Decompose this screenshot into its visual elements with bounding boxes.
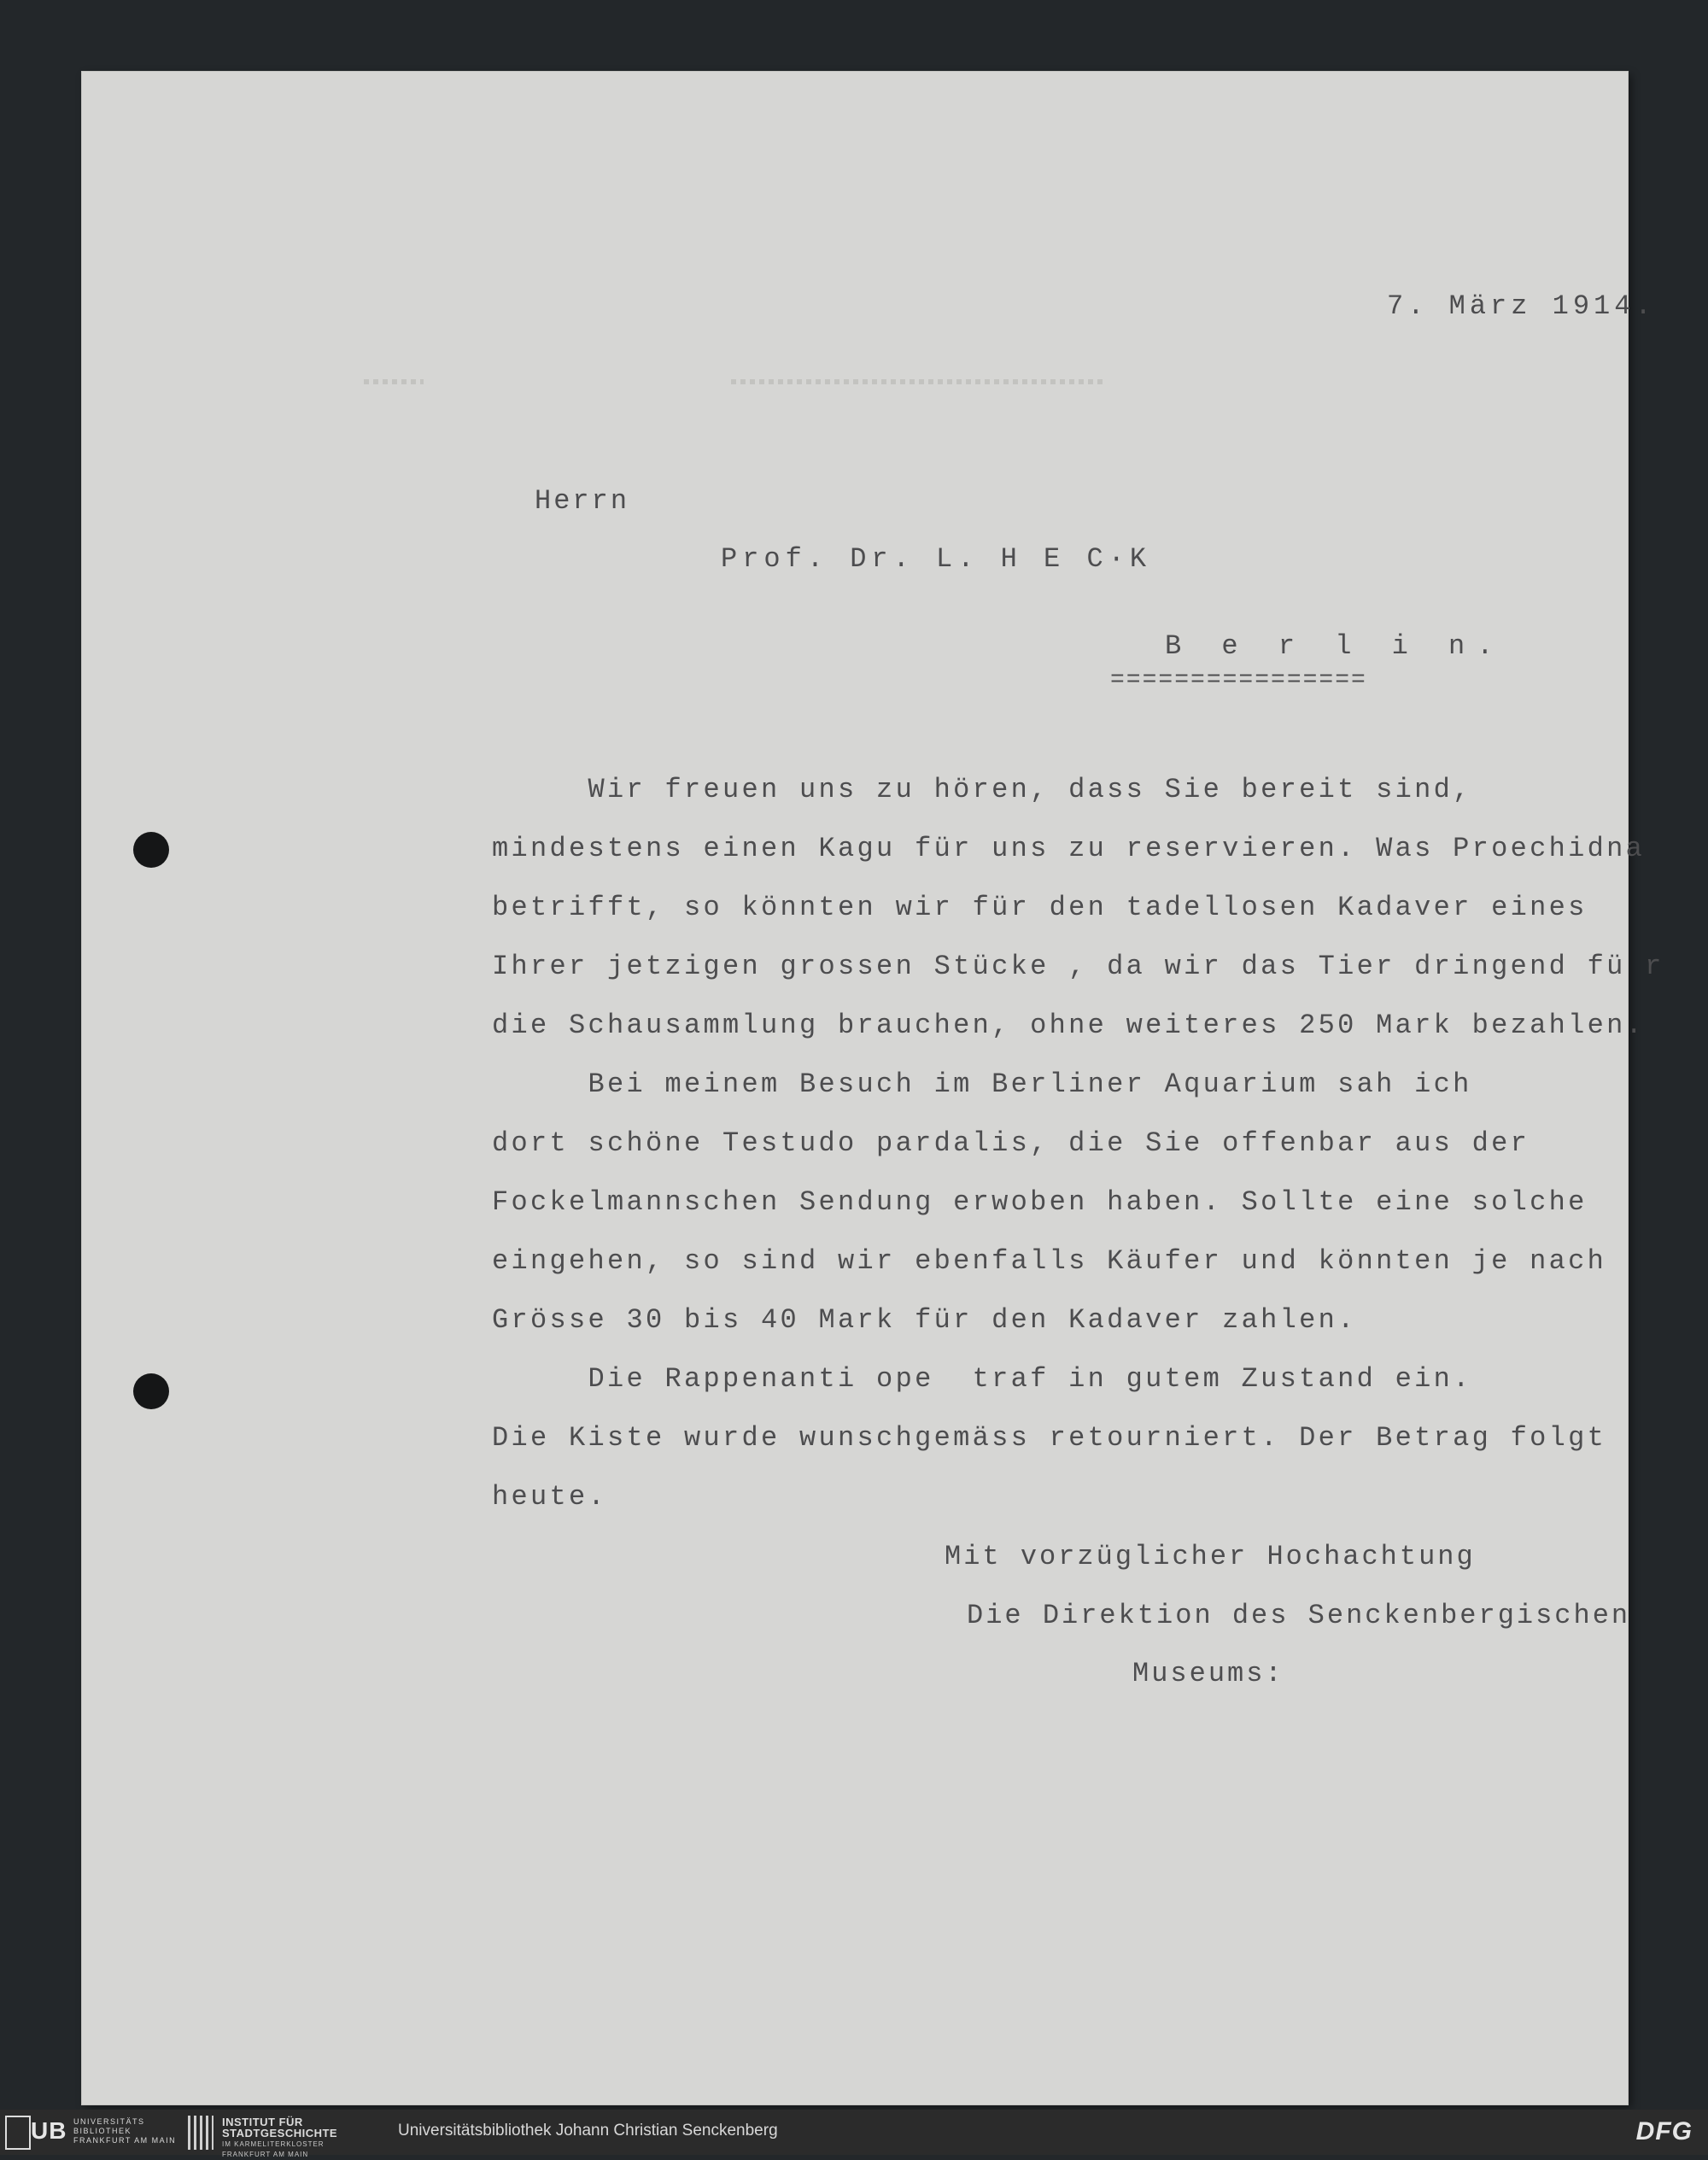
footer-bar — [0, 2110, 1708, 2158]
body-line: Wir freuen uns zu hören, dass Sie bereit sind, — [492, 774, 1472, 805]
library-name[interactable]: Universitätsbibliothek Johann Christian Senckenberg — [398, 2122, 778, 2140]
body-line: Bei meinem Besuch im Berliner Aquarium sah ich — [492, 1068, 1472, 1100]
body-line: Ihrer jetzigen grossen Stücke , da wir das Tier dringend fü r — [492, 951, 1664, 982]
body-line: Fockelmannschen Sendung erwoben haben. Sollte eine solche — [492, 1186, 1588, 1218]
body-line: Die Rappenanti ope traf in gutem Zustand ein. — [492, 1363, 1472, 1395]
closing-phrase: Mit vorzüglicher Hochachtung — [945, 1541, 1476, 1572]
salutation: Herrn — [535, 485, 630, 517]
institute-emblem-icon — [188, 2116, 214, 2150]
ub-text — [73, 2117, 176, 2145]
recipient-city: B e r l i n. — [1165, 630, 1506, 662]
letter-date: 7. März 1914. — [1387, 290, 1656, 322]
punch-hole-top — [133, 832, 169, 868]
city-underline: ================ — [1110, 667, 1367, 694]
body-line: betrifft, so könnten wir für den tadellosen Kadaver eines — [492, 892, 1588, 923]
body-line: heute. — [492, 1481, 608, 1513]
body-line: mindestens einen Kagu für uns zu reservieren. Was Proechidna — [492, 833, 1646, 864]
signature-line: Museums: — [1132, 1658, 1284, 1689]
institute-text-line: IM KARMELITERKLOSTER — [222, 2140, 325, 2148]
institute-text-line: STADTGESCHICHTE — [222, 2127, 338, 2140]
body-line: Grösse 30 bis 40 Mark für den Kadaver zahlen. — [492, 1304, 1357, 1336]
dfg-logo[interactable]: DFG — [1635, 2117, 1693, 2145]
ub-text-line: BIBLIOTHEK — [73, 2127, 132, 2135]
institute-logo[interactable] — [222, 2117, 337, 2160]
signature-line: Die Direktion des Senckenbergischen — [967, 1600, 1631, 1631]
recipient-name: Prof. Dr. L. H E C·K — [721, 543, 1152, 575]
paper-mark — [731, 379, 1107, 384]
punch-hole-bottom — [133, 1373, 169, 1409]
ub-text-line: UNIVERSITÄTS — [73, 2117, 145, 2126]
body-line: die Schausammlung brauchen, ohne weiteres 250 Mark bezahlen. — [492, 1010, 1646, 1041]
ub-text-line: FRANKFURT AM MAIN — [73, 2136, 177, 2145]
ub-emblem-icon — [5, 2116, 31, 2150]
body-line: dort schöne Testudo pardalis, die Sie offenbar aus der — [492, 1127, 1530, 1159]
paper-mark — [364, 379, 424, 384]
institute-text-line: INSTITUT FÜR — [222, 2116, 303, 2128]
body-line: Die Kiste wurde wunschgemäss retourniert. Der Betrag folgt — [492, 1422, 1607, 1454]
body-line: eingehen, so sind wir ebenfalls Käufer und könnten je nach — [492, 1245, 1607, 1277]
letter-page — [82, 72, 1664, 2104]
institute-text-line: FRANKFURT AM MAIN — [222, 2151, 309, 2158]
ub-letters: UB — [31, 2117, 67, 2144]
